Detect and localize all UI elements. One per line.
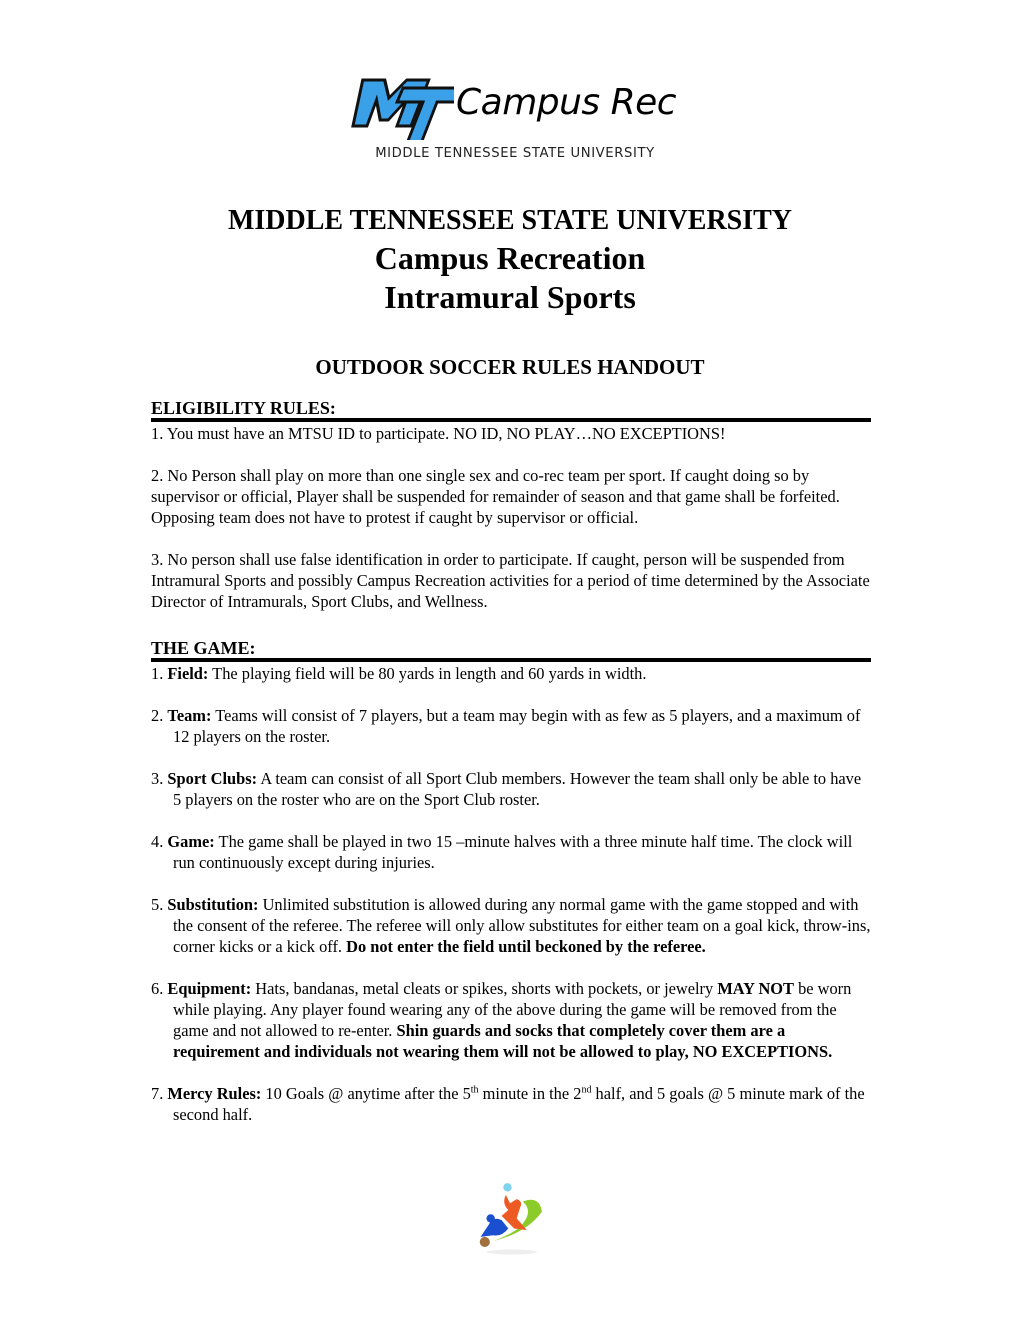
logo-subtitle: MIDDLE TENNESSEE STATE UNIVERSITY bbox=[375, 146, 655, 161]
game-rule: 2. Team: Teams will consist of 7 players, but a team may begin with as few as 5 players, and a maximum of 12 players on the roster. bbox=[151, 706, 861, 746]
campus-rec-logo bbox=[350, 74, 680, 166]
eligibility-rule: 2. No Person shall play on more than one single sex and co-rec team per sport. If caught doing so by supervisor or official, Player shall be suspended for remainder of season and that game shall be forfeited. Opposing team does not have to protest if caught by supervisor or official. bbox=[151, 466, 840, 527]
intramural-sports-icon bbox=[468, 1174, 552, 1262]
game-section bbox=[151, 638, 871, 1125]
eligibility-rule: 3. No person shall use false identification in order to participate. If caught, person will be suspended from Intramural Sports and possibly Campus Recreation activities for a period of time determined by the Associate Director of Intramurals, Sport Clubs, and Wellness. bbox=[151, 550, 870, 611]
game-rule: 7. Mercy Rules: 10 Goals @ anytime after the 5th minute in the 2nd half, and 5 goals @ 5 minute mark of the second half. bbox=[151, 1084, 865, 1124]
program-title: Intramural Sports bbox=[384, 279, 636, 315]
game-rule: 3. Sport Clubs: A team can consist of all Sport Club members. However the team shall only be able to have 5 players on the roster who are on the Sport Club roster. bbox=[151, 769, 862, 809]
game-rule: 1. Field: The playing field will be 80 yards in length and 60 yards in width. bbox=[151, 664, 647, 683]
game-rule: 4. Game: The game shall be played in two 15 –minute halves with a three minute half time. The clock will run continuously except during injuries. bbox=[151, 832, 853, 872]
eligibility-heading: ELIGIBILITY RULES: bbox=[151, 398, 871, 422]
game-heading: THE GAME: bbox=[151, 638, 871, 662]
university-title: MIDDLE TENNESSEE STATE UNIVERSITY bbox=[227, 205, 793, 236]
logo-name: Campus Rec bbox=[456, 82, 677, 123]
mt-logo-icon bbox=[350, 74, 454, 140]
game-rule: 6. Equipment: Hats, bandanas, metal cleats or spikes, shorts with pockets, or jewelry MAY NOT be worn while playing. Any player found wearing any of the above during the game will be removed from the game and not allowed to re-enter. Shin guards and socks that completely cover them are a requirement and individuals not wearing them will not be allowed to play, NO EXCEPTIONS. bbox=[151, 979, 852, 1061]
department-title: Campus Recreation bbox=[374, 240, 646, 276]
eligibility-section bbox=[151, 398, 871, 612]
game-rule: 5. Substitution: Unlimited substitution is allowed during any normal game with the game stopped and with the consent of the referee. The referee will only allow substitutes for either team on a goal kick, throw-ins, corner kicks or a kick off. Do not enter the field until beckoned by the referee. bbox=[151, 895, 871, 956]
document-title: OUTDOOR SOCCER RULES HANDOUT bbox=[315, 355, 705, 379]
eligibility-rule: 1. You must have an MTSU ID to participate. NO ID, NO PLAY…NO EXCEPTIONS! bbox=[151, 424, 726, 443]
